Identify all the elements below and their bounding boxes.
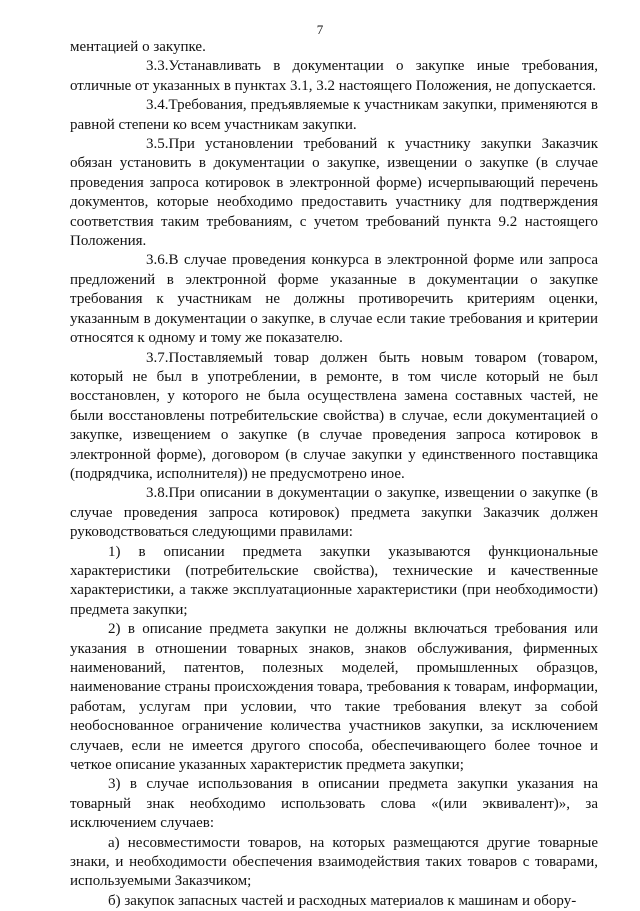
paragraph-text: Требования, предъявляемые к участникам закупки, применяются в равной степени ко всем участникам закупки. [70,97,598,133]
paragraph-text: 1) в описании предмета закупки указываются функциональные характеристики (потребительские свойства), технические и качественные характеристики, а также эксплуатационные характеристики (при необходимости) предмета закупки; [70,543,598,618]
paragraph [70,775,598,833]
paragraph [70,834,598,892]
paragraph-text: Поставляемый товар должен быть новым товаром (товаром, который не был в употреблении, в ремонте, в том числе который не был восстановлен, у которого не была осуществлена замена составных частей, не были восстановлены потребительские свойства) в случае, если документацией о закупке, извещением о закупке (в случае проведения запроса котировок в электронной форме), договором (в случае закупки у единственного поставщика (подрядчика, исполнителя)) не предусмотрено иное. [70,349,598,482]
paragraph [70,543,598,621]
paragraph [70,892,598,911]
paragraph-text: При описании в документации о закупке, извещении о закупке (в случае проведения запроса котировок) предмета закупки Заказчик должен руководствоваться следующими правилами: [70,485,598,541]
clause-number: 3.7. [146,349,169,366]
clause-number: 3.6. [146,252,169,269]
paragraph [70,349,598,485]
paragraph-text: При установлении требований к участнику закупки Заказчик обязан установить в документации о закупке, извещении о закупке (в случае проведения запроса котировок в электронной форме) исчерпывающий перечень документов, которые необходимо предоставить участнику для подтверждения соответствия таким требованиям, с учетом требований пункта 9.2 настоящего Положения. [70,136,598,250]
clause-number: 3.4. [146,97,169,114]
paragraph [70,38,598,57]
document-body [70,38,598,911]
clause-number: 3.8. [146,485,169,502]
page-number: 7 [316,22,324,37]
paragraph [70,57,598,96]
paragraph [70,620,598,775]
paragraph [70,135,598,251]
paragraph-text: 2) в описание предмета закупки не должны включаться требования или указания в отношении товарных знаков, знаков обслуживания, фирменных наименований, патентов, полезных моделей, промышленных образцов, наименование страны происхождения товара, требования к товарам, информации, работам, услугам при условии, что такие требования влекут за собой необоснованное ограничение количества участников закупки, за исключением случаев, если не имеется другого способа, обеспечивающего более точное и четкое описание указанных характеристик предмета закупки; [70,621,598,774]
paragraph-text: 3) в случае использования в описании предмета закупки указания на товарный знак необходимо использовать слова «(или эквивалент)», за исключением случаев: [70,776,598,832]
paragraph-text: б) закупок запасных частей и расходных материалов к машинам и обору- [108,892,577,909]
paragraph-text: В случае проведения конкурса в электронной форме или запроса предложений в электронной форме указанные в документации о закупке требования к участникам не должны противоречить критериям оценки, указанным в документации о закупке, в случае если такие требования и критерии относятся к одному и тому же показателю. [70,252,598,347]
paragraph-text: Устанавливать в документации о закупке иные требования, отличные от указанных в пунктах 3.1, 3.2 настоящего Положения, не допускается. [70,58,598,94]
clause-number: 3.3. [146,58,169,75]
clause-number: 3.5. [146,136,169,153]
paragraph [70,96,598,135]
paragraph [70,484,598,542]
paragraph-text: ментацией о закупке. [70,39,206,55]
paragraph-text: а) несовместимости товаров, на которых размещаются другие товарные знаки, и необходимости обеспечения взаимодействия таких товаров с товарами, используемыми Заказчиком; [70,834,598,890]
paragraph [70,251,598,348]
